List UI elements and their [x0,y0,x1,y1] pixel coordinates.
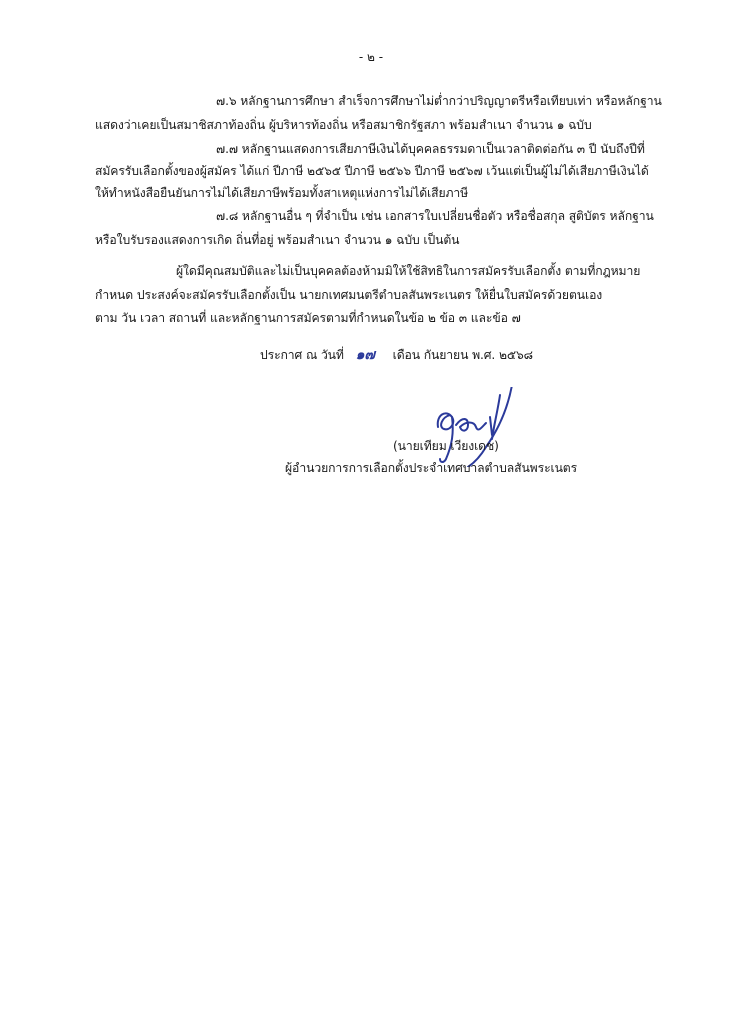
announcement-month-year: เดือน กันยายน พ.ศ. ๒๕๖๘ [392,348,533,362]
clause-7-6-line-2: แสดงว่าเคยเป็นสมาชิสภาท้องถิ่น ผู้บริหารท้องถิ่น หรือสมาชิกรัฐสภา พร้อมสำเนา จำนวน ๑ ฉบับ [95,118,592,132]
clause-7-7-line-1: ๗.๗ หลักฐานแสดงการเสียภาษีเงินได้บุคคลธรรมดาเป็นเวลาติดต่อกัน ๓ ปี นับถึงปีที่ [216,142,645,156]
notice-line-3: ตาม วัน เวลา สถานที่ และหลักฐานการสมัครตามที่กำหนดในข้อ ๒ ข้อ ๓ และข้อ ๗ [95,311,521,325]
page-number: - ๒ - [358,50,384,64]
signatory-name: (นายเทียม เวียงเดช) [393,439,499,453]
clause-7-6-line-1: ๗.๖ หลักฐานการศึกษา สำเร็จการศึกษาไม่ต่ำกว่าปริญญาตรีหรือเทียบเท่า หรือหลักฐาน [216,94,662,108]
clause-7-7-line-3: ให้ทำหนังสือยืนยันการไม่ได้เสียภาษีพร้อมทั้งสาเหตุแห่งการไม่ได้เสียภาษี [95,186,469,200]
announcement-date-line [260,346,533,364]
clause-7-8-line-1: ๗.๘ หลักฐานอื่น ๆ ที่จำเป็น เช่น เอกสารใบเปลี่ยนชื่อตัว หรือชื่อสกุล สูติบัตร หลักฐาน [216,209,654,223]
notice-line-1: ผู้ใดมีคุณสมบัติและไม่เป็นบุคคลต้องห้ามมิให้ใช้สิทธิในการสมัครรับเลือกตั้ง ตามที่กฎหมาย [176,264,641,278]
announcement-day-handwritten: ๑๗ [355,347,375,363]
notice-line-2: กำหนด ประสงค์จะสมัครรับเลือกตั้งเป็น นายกเทศมนตรีตำบลสันพระเนตร ให้ยื่นใบสมัครด้วยตนเอง [95,288,603,302]
handwritten-signature [416,387,526,467]
announcement-prefix: ประกาศ ณ วันที่ [260,348,344,362]
clause-7-8-line-2: หรือใบรับรองแสดงการเกิด ถิ่นที่อยู่ พร้อมสำเนา จำนวน ๑ ฉบับ เป็นต้น [95,233,460,247]
clause-7-7-line-2: สมัครรับเลือกตั้งของผู้สมัคร ได้แก่ ปีภาษี ๒๕๖๕ ปีภาษี ๒๕๖๖ ปีภาษี ๒๕๖๗ เว้นแต่เป็นผู้ไม่ได้เสียภาษีเงินได้ [95,164,649,178]
signatory-position: ผู้อำนวยการการเลือกตั้งประจำเทศบาลตำบลสันพระเนตร [285,461,578,475]
